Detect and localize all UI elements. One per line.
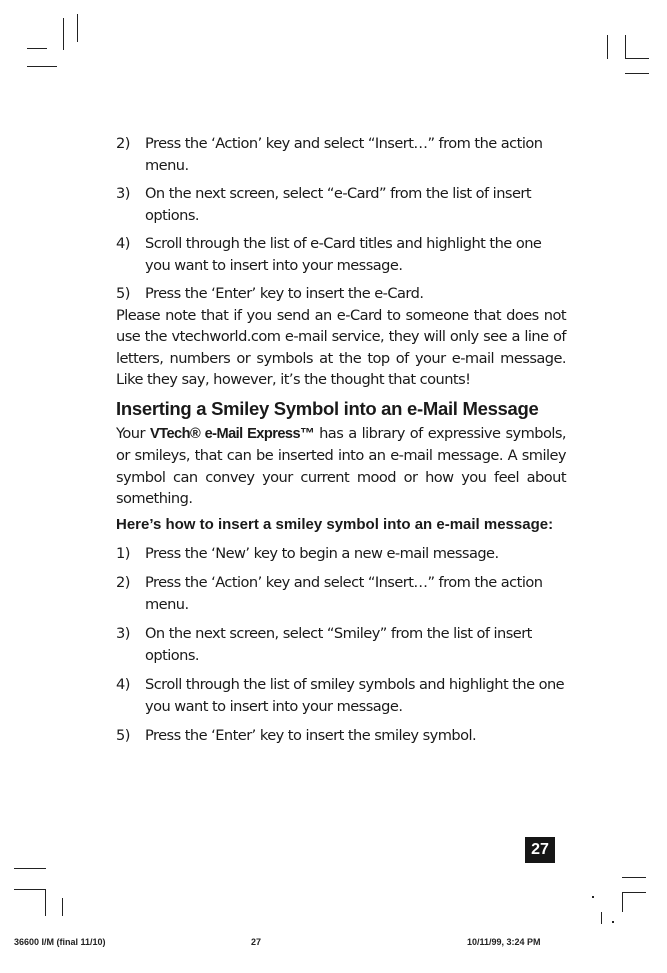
ecard-step-2: 2) Press the ‘Action’ key and select “Insert…” from the action menu. [116,135,543,174]
crop-mark-top-left-v1 [63,18,64,50]
crop-mark-bottom-left-v1 [45,889,46,916]
crop-mark-top-left-h1 [27,48,47,49]
ecard-step-5: 5) Press the ‘Enter’ key to insert the e-Card. [116,285,424,302]
crop-mark-top-right-h [625,73,649,74]
ecard-step-3: 3) On the next screen, select “e-Card” from the list of insert options. [116,185,531,224]
smiley-step-3: 3) On the next screen, select “Smiley” from the list of insert options. [116,625,532,664]
section-title: Inserting a Smiley Symbol into an e-Mail Message [116,397,539,419]
section-subhead: Here’s how to insert a smiley symbol into an e-mail message: [116,515,554,533]
crop-mark-top-right-l-v [625,35,626,59]
crop-mark-bottom-right-h1 [622,877,646,878]
brand-name: VTech® e-Mail Express™ [149,425,315,442]
crop-mark-bottom-right-dot2 [612,921,614,923]
crop-mark-bottom-right-v2 [601,912,602,924]
crop-mark-bottom-right-v [622,892,623,912]
crop-mark-top-left-h2 [27,66,57,67]
section-intro: Your VTech® e-Mail Express™ has a library of expressive symbols, or smileys, that can be inserted into an e-mail message. A smiley symbol can convey your current mood or how you feel about something. [116,424,567,507]
footer-left: 36600 I/M (final 11/10) [14,937,106,947]
footer-right: 10/11/99, 3:24 PM [467,937,541,947]
crop-mark-bottom-right-h2 [622,892,646,893]
crop-mark-bottom-left-h1 [14,868,46,869]
crop-mark-bottom-left-v2 [62,898,63,916]
step-list-smiley [116,543,566,747]
ecard-note: Please note that if you send an e-Card to someone that does not use the vtechworld.com e-mail service, they will only see a line of letters, numbers or symbols at the top of your e-mail message. Like they say, however, it’s the thought that counts! [116,306,566,388]
footer-center: 27 [251,937,262,947]
smiley-step-5: 5) Press the ‘Enter’ key to insert the smiley symbol. [116,727,477,744]
ecard-step-4: 4) Scroll through the list of e-Card titles and highlight the one you want to insert into your message. [116,235,542,274]
crop-mark-top-left-v2 [77,14,78,42]
page-content [116,133,566,755]
crop-mark-top-right-v [607,35,608,59]
crop-mark-bottom-left-h2 [14,889,46,890]
crop-mark-bottom-right-dot1 [592,896,594,898]
smiley-step-4: 4) Scroll through the list of smiley symbols and highlight the one you want to insert into your message. [116,676,565,715]
step-list-ecard [116,133,566,305]
crop-mark-top-right-l-h [625,58,649,59]
smiley-step-2: 2) Press the ‘Action’ key and select “Insert…” from the action menu. [116,574,543,613]
page-number-badge: 27 [525,837,555,863]
smiley-step-1: 1) Press the ‘New’ key to begin a new e-mail message. [116,544,499,562]
